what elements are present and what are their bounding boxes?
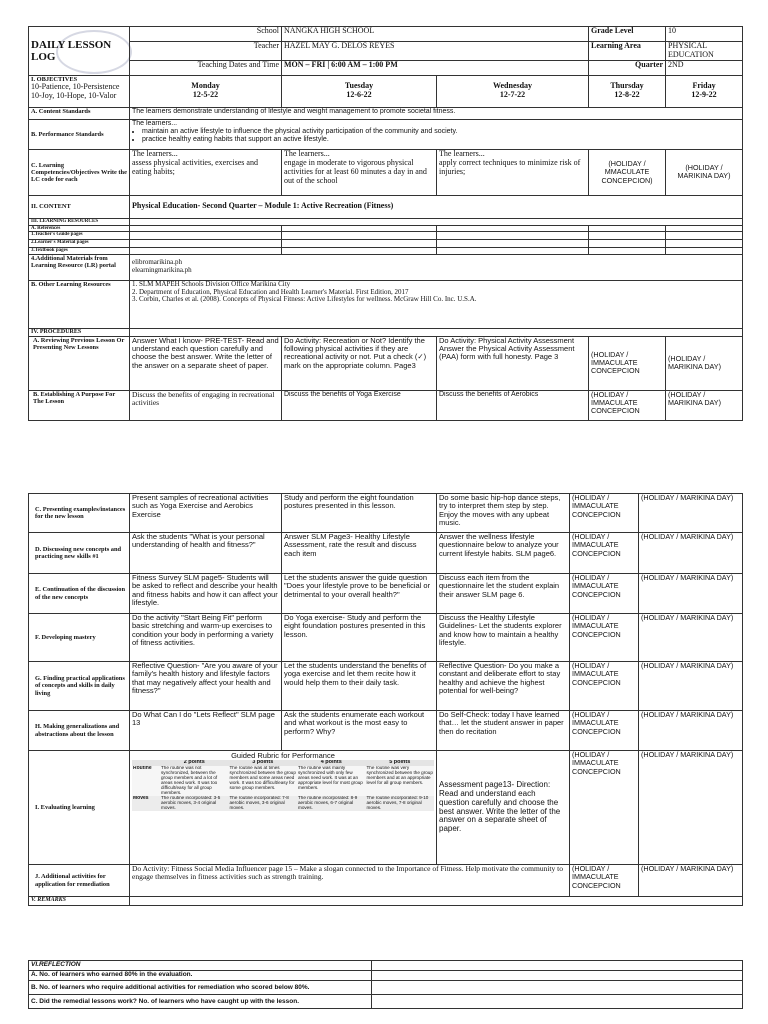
holiday-fri: (HOLIDAY / MARIKINA DAY) <box>639 574 743 614</box>
holiday-thu: (HOLIDAY / IMMACULATE CONCEPCION <box>570 574 639 614</box>
rubric-cell: The routine incorporated: 7-8 aerobic moves, 3-6 original moves. <box>229 796 289 810</box>
rubric-header: 3 points <box>229 760 298 766</box>
reflection-table <box>28 960 743 1009</box>
rubric-header: 4 points <box>297 760 366 766</box>
content-text: Physical Education- Second Quarter – Module 1: Active Recreation (Fitness) <box>130 195 743 218</box>
day-name: Monday <box>191 81 220 91</box>
day-date: 12-9-22 <box>691 90 717 100</box>
area-label: Learning Area <box>589 42 666 61</box>
quarter-value: 2ND <box>666 60 743 75</box>
holiday-thu: (HOLIDAY / IMMACULATE CONCEPCION <box>570 711 639 751</box>
other-resource: 2. Department of Education, Physical Education and Health Learner's Material. First Edition, 2017 <box>132 287 409 296</box>
area-value: PHYSICAL EDUCATION <box>666 42 743 61</box>
rubric-header: 5 points <box>366 760 435 766</box>
holiday-thu: (HOLIDAY / IMMACULATE CONCEPCION <box>589 390 666 420</box>
holiday-fri: (HOLIDAY / MARIKINA DAY) <box>639 533 743 574</box>
procedure-label-c: C. Presenting examples/instances for the new lesson <box>29 494 130 533</box>
procedure-f-tue: Do Yoga exercise- Study and perform the eight foundation postures presented in this lesson. <box>282 614 437 662</box>
resources-row: 3.Textbook pages <box>29 248 130 255</box>
day-monday <box>130 75 282 107</box>
teacher-value: HAZEL MAY G. DELOS REYES <box>282 42 589 61</box>
procedure-d-wed: Answer the wellness lifestyle questionnaire below to analyze your current lifestyle habits. SLM page6. <box>437 533 570 574</box>
content-standards-text: The learners demonstrate understanding of lifestyle and weight management to promote societal fitness. <box>130 107 743 119</box>
objectives-sections-2: 10-Joy, 10-Hope, 10-Valor <box>31 91 117 101</box>
holiday-fri: (HOLIDAY / MARIKINA DAY) <box>639 865 743 897</box>
rubric-cell: The routine was at times synchronized between the group members and some areas need work. It was too difficult/easy for some group members. <box>229 766 296 791</box>
holiday-thu: (HOLIDAY / IMMACULATE CONCEPCION <box>570 614 639 662</box>
day-date: 12-7-22 <box>499 90 526 100</box>
lesson-log-table-top <box>28 26 743 421</box>
day-wednesday <box>437 75 589 107</box>
holiday-fri: (HOLIDAY / MARIKINA DAY) <box>639 662 743 711</box>
holiday-fri: (HOLIDAY / MARIKINA DAY) <box>639 711 743 751</box>
rubric-row-label: Routine <box>133 766 152 772</box>
log-title: DAILY LESSON LOG <box>29 27 130 76</box>
day-name: Tuesday <box>344 81 374 91</box>
procedure-b-wed: Discuss the benefits of Aerobics <box>437 390 589 420</box>
additional-material: elearningmarikina.ph <box>132 266 192 275</box>
holiday-thu: (HOLIDAY / IMMACULATE CONCEPCION <box>589 336 666 390</box>
resources-row: 2.Learner's Material pages <box>29 240 130 248</box>
holiday-fri: (HOLIDAY / MARIKINA DAY) <box>666 149 743 195</box>
holiday-thu: (HOLIDAY / IMMACULATE CONCEPCION <box>570 494 639 533</box>
procedure-e-mon: Fitness Survey SLM page5- Students will be asked to reflect and describe your health and fitness habits and how it can affect your lifestyle. <box>130 574 282 614</box>
procedure-e-wed: Discuss each item from the questionnaire let the student explain their answer SLM page 6. <box>437 574 570 614</box>
lesson-log-table-procedures <box>28 493 743 906</box>
resources-row: A. References <box>29 225 130 232</box>
procedures-label: IV. PROCEDURES <box>29 328 130 336</box>
holiday-fri: (HOLIDAY / MARIKINA DAY) <box>639 751 743 865</box>
performance-bullet: • practice healthy eating habits that support an active lifestyle. <box>142 136 740 144</box>
procedure-label-g: G. Finding practical applications of concepts and skills in daily living <box>29 662 130 711</box>
additional-materials-label: 4.Additional Materials from Learning Resource (LR) portal <box>29 254 130 280</box>
school-value: NANGKA HIGH SCHOOL <box>282 27 589 42</box>
procedure-a-tue: Do Activity: Recreation or Not? Identify the following physical activities if they are recreational activity or not. Put a check (✓) mark on the appropriate column. Page3 <box>282 336 437 390</box>
procedure-g-tue: Let the students understand the benefits of yoga exercise and let them recite how it would help them to their daily task. <box>282 662 437 711</box>
holiday-thu: (HOLIDAY / IMMACULATE CONCEPCION <box>570 751 639 865</box>
procedure-h-wed: Do Self-Check: today I have learned that… let the student answer in paper then do recitation <box>437 711 570 751</box>
procedure-f-mon: Do the activity "Start Being Fit" perform basic stretching and warm-up exercises to condition your body in performing a variety of fitness activities. <box>130 614 282 662</box>
reflection-row: B. No. of learners who require additional activities for remediation who scored below 80%. <box>29 981 372 995</box>
holiday-fri: (HOLIDAY / MARIKINA DAY) <box>639 494 743 533</box>
evaluating-wed: Assessment page13- Direction: Read and understand each question carefully and choose the best answer. Write the letter of the answer on a separate sheet of paper. <box>437 751 570 865</box>
competency-tue: The learners... engage in moderate to vigorous physical activities for at least 60 minutes a day in and out of the school <box>282 149 437 195</box>
holiday-thu: (HOLIDAY / IMMACULATE CONCEPCION <box>570 865 639 897</box>
procedure-h-mon: Do What Can I do "Lets Reflect" SLM page 13 <box>130 711 282 751</box>
objectives-label: I. OBJECTIVES <box>31 75 78 83</box>
reflection-row: A. No. of learners who earned 80% in the evaluation. <box>29 971 372 981</box>
rubric-cell: The routine incorporated: 8-9 aerobic moves, 6-7 original moves. <box>298 796 358 810</box>
performance-bullet: • maintain an active lifestyle to influence the physical activity participation of the community and society. <box>142 128 740 136</box>
day-date: 12-5-22 <box>192 90 219 100</box>
day-thursday <box>589 75 666 107</box>
grade-value: 10 <box>666 27 743 42</box>
competencies-label: C. Learning Competencies/Objectives Write the LC code for each <box>29 149 130 195</box>
additional-text: Do Activity: Fitness Social Media Influencer page 15 – Make a slogan connected to the Importance of Fitness. Help motivate the community to engage themselves in fitness activities such as strength training. <box>130 865 570 897</box>
content-label: II. CONTENT <box>29 195 130 218</box>
evaluating-label: I. Evaluating learning <box>29 751 130 865</box>
teacher-label: Teacher <box>130 42 282 61</box>
procedure-c-wed: Do some basic hip-hop dance steps, try to interpret them step by step. Enjoy the moves with any upbeat music. <box>437 494 570 533</box>
remarks-label: V. REMARKS <box>29 897 130 906</box>
dates-value: MON – FRI | 6:00 AM – 1:00 PM <box>282 60 589 75</box>
procedure-e-tue: Let the students answer the guide question "Does your lifestyle prove to be beneficial or detrimental to your overall health?" <box>282 574 437 614</box>
other-resource: 3. Corbin, Charles et al. (2008). Concepts of Physical Fitness: Active Lifestyles for wellness. McGraw Hill Co. Inc. U.S.A. <box>132 295 477 304</box>
procedure-d-tue: Answer SLM Page3- Healthy Lifestyle Assessment, rate the result and discuss each item <box>282 533 437 574</box>
day-date: 12-6-22 <box>346 90 372 100</box>
day-name: Wednesday <box>492 81 533 91</box>
procedure-label-e: E. Continuation of the discussion of the new concepts <box>29 574 130 614</box>
procedure-a-wed: Do Activity: Physical Activity Assessment Answer the Physical Activity Assessment (PAA) form with full honesty. Page 3 <box>437 336 589 390</box>
dates-label: Teaching Dates and Time <box>130 60 282 75</box>
day-tuesday <box>282 75 437 107</box>
day-date: 12-8-22 <box>614 90 640 100</box>
holiday-thu: (HOLIDAY / IMMACULATE CONCEPCION <box>570 662 639 711</box>
rubric-cell: The routine incorporated: 9-10 aerobic moves, 7-8 original moves. <box>366 796 429 810</box>
quarter-label: Quarter <box>589 60 666 75</box>
other-resource: 1. SLM MAPEH Schools Division Office Marikina City <box>132 280 291 288</box>
school-label: School <box>130 27 282 42</box>
day-name: Friday <box>692 81 716 91</box>
procedure-c-tue: Study and perform the eight foundation postures presented in this lesson. <box>282 494 437 533</box>
holiday-fri: (HOLIDAY / MARIKINA DAY) <box>666 336 743 390</box>
rubric-cell: The routine incorporated: 3-5 aerobic moves, 3-4 original moves. <box>161 796 221 810</box>
rubric-title: Guided Rubric for Performance <box>231 751 335 760</box>
procedure-label-d: D. Discussing new concepts and practicing new skills #1 <box>29 533 130 574</box>
competency-mon: The learners... assess physical activities, exercises and eating habits; <box>130 149 282 195</box>
rubric-row-label: Moves <box>133 796 149 802</box>
procedure-label-f: F. Developing mastery <box>29 614 130 662</box>
grade-label: Grade Level <box>589 27 666 42</box>
holiday-fri: (HOLIDAY / MARIKINA DAY) <box>666 390 743 420</box>
additional-material: elibromarikina.ph <box>132 258 182 267</box>
rubric-header: 2 points <box>160 760 229 766</box>
additional-label: J. Additional activities for application for remediation <box>29 865 130 897</box>
performance-intro: The learners... <box>132 119 178 127</box>
holiday-fri: (HOLIDAY / MARIKINA DAY) <box>639 614 743 662</box>
day-name: Thursday <box>610 81 644 91</box>
procedure-g-wed: Reflective Question- Do you make a constant and deliberate effort to stay healthy and achieve the highest potential for well-being? <box>437 662 570 711</box>
rubric-table <box>132 760 434 811</box>
procedure-g-mon: Reflective Question- "Are you aware of your family's health history and lifestyle factors that may negatively affect your health and fitness?" <box>130 662 282 711</box>
objectives-sections-1: 10-Patience, 10-Persistence <box>31 82 120 92</box>
day-friday <box>666 75 743 107</box>
reflection-label: VI.REFLECTION <box>29 961 372 971</box>
procedure-label-b: B. Establishing A Purpose For The Lesson <box>29 390 130 420</box>
rubric-cell: The routine was mainly synchronized with only few areas need work. It was at an appropriate level for most group members. <box>298 766 363 791</box>
resources-row: 1.Teacher's Guide pages <box>29 232 130 240</box>
procedure-h-tue: Ask the students enumerate each workout and what workout is the most easy to perform? Why? <box>282 711 437 751</box>
reflection-row: C. Did the remedial lessons work? No. of learners who have caught up with the lesson. <box>29 995 372 1009</box>
content-standards-label: A. Content Standards <box>29 107 130 119</box>
other-resources-label: B. Other Learning Resources <box>29 280 130 328</box>
procedure-a-mon: Answer What I know- PRE-TEST- Read and understand each question carefully and choose the best answer. Write the letter of the answer on a separate sheet of paper. <box>130 336 282 390</box>
rubric-cell: The routine was not synchronized, between the group members and a lot of areas need work. It was too difficult/easy for all group members. <box>161 766 218 796</box>
procedure-label-a: A. Reviewing Previous Lesson Or Presenting New Lessons <box>29 336 130 390</box>
holiday-thu: (HOLIDAY / IMMACULATE CONCEPCION <box>570 533 639 574</box>
resources-label: III. LEARNING RESOURCES <box>29 218 130 225</box>
procedure-c-mon: Present samples of recreational activities such as Yoga Exercise and Aerobics Exercise <box>130 494 282 533</box>
holiday-thu: (HOLIDAY / MMACULATE CONCEPCION) <box>589 149 666 195</box>
procedure-d-mon: Ask the students "What is your personal understanding of health and fitness?" <box>130 533 282 574</box>
rubric-cell: The routine was very synchronized between the group members and at an appropriate level for all group members. <box>366 766 433 786</box>
competency-wed: The learners... apply correct techniques to minimize risk of injuries; <box>437 149 589 195</box>
procedure-label-h: H. Making generalizations and abstractions about the lesson <box>29 711 130 751</box>
procedure-f-wed: Discuss the Healthy Lifestyle Guidelines- Let the students explorer and know how to maintain a healthy lifestyle. <box>437 614 570 662</box>
procedure-b-mon: Discuss the benefits of engaging in recreational activities <box>130 390 282 420</box>
procedure-b-tue: Discuss the benefits of Yoga Exercise <box>282 390 437 420</box>
performance-standards-label: B. Performance Standards <box>29 119 130 149</box>
